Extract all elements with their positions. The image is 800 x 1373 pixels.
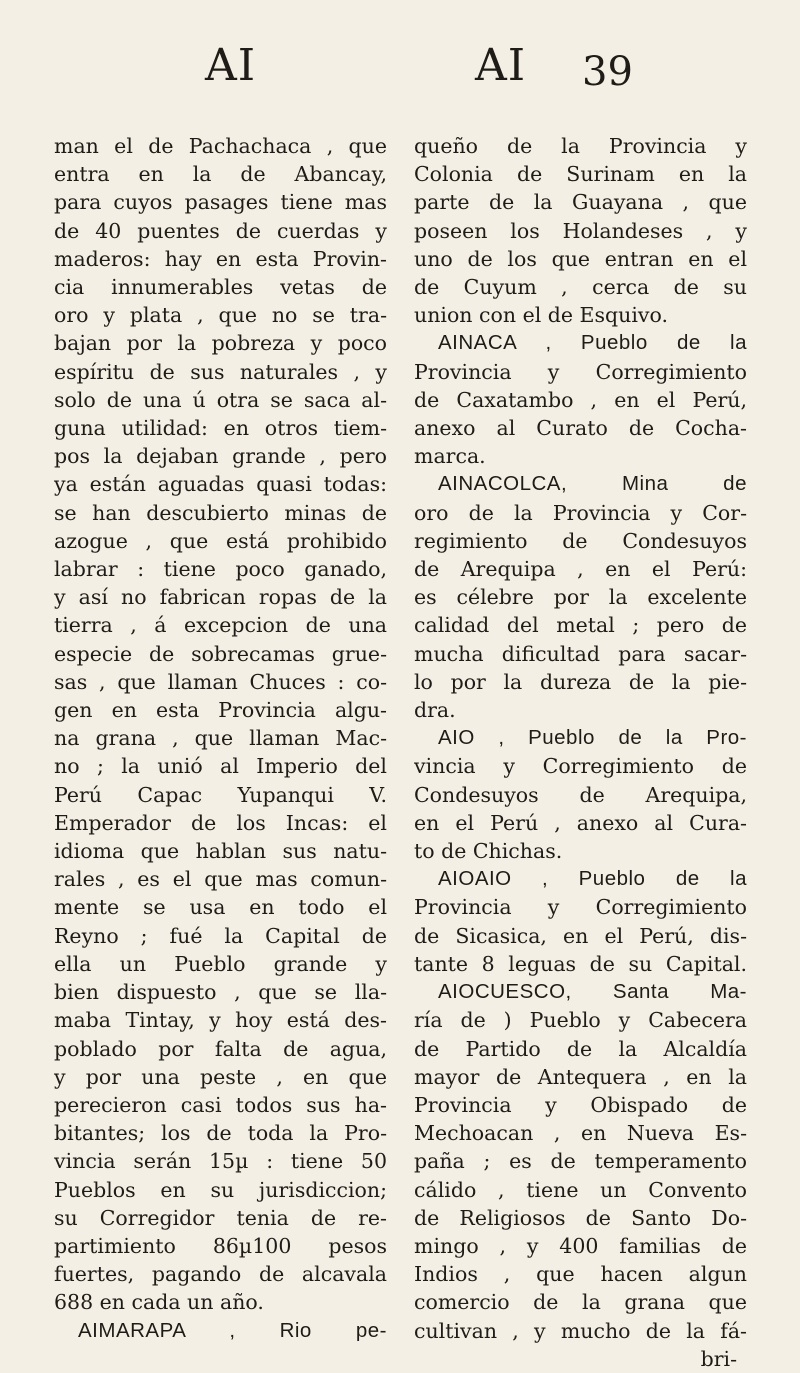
entry-headword-line: AIOCUESCO, Santa Ma-	[438, 980, 747, 1004]
right-running-head: AI	[475, 40, 527, 91]
text-line: na grana , que llaman Mac-	[54, 726, 387, 751]
text-line: cia innumerables vetas de	[54, 275, 387, 300]
text-line: mente se usa en todo el	[54, 895, 387, 920]
text-line: y por una peste , en que	[54, 1064, 387, 1089]
text-line: entra en la de Abancay,	[54, 162, 387, 187]
text-line: de Sicasica, en el Perú, dis-	[414, 923, 747, 948]
text-line: su Corregidor tenia de re-	[54, 1205, 387, 1230]
text-line: man el de Pachachaca , que	[54, 134, 387, 158]
text-line: union con el de Esquivo.	[414, 303, 668, 328]
text-line: espíritu de sus naturales , y	[54, 359, 387, 384]
text-line: ella un Pueblo grande y	[54, 951, 387, 976]
text-line: labrar : tiene poco ganado,	[54, 557, 387, 582]
text-line: queño de la Provincia y	[414, 134, 747, 158]
text-line: se han descubierto minas de	[54, 500, 387, 525]
text-line: mayor de Antequera , en la	[414, 1064, 747, 1089]
text-line: oro de la Provincia y Cor-	[414, 500, 747, 525]
text-line: calidad del metal ; pero de	[414, 613, 747, 638]
catchword: bri-	[700, 1346, 737, 1371]
text-line: en el Perú , anexo al Cura-	[414, 810, 747, 835]
text-line: maderos: hay en esta Provin-	[54, 246, 387, 271]
text-line: bitantes; los de toda la Pro-	[54, 1121, 387, 1146]
page-header	[0, 40, 800, 104]
text-line: ya están aguadas quasi todas:	[54, 472, 387, 497]
text-line: vincia serán 15µ : tiene 50	[54, 1149, 387, 1174]
text-line: parte de la Guayana , que	[414, 190, 747, 215]
entry-headword-line: AIMARAPA , Rio pe-	[78, 1318, 387, 1342]
text-line: rales , es el que mas comun-	[54, 867, 387, 892]
text-line: no ; la unió al Imperio del	[54, 754, 387, 779]
text-line: oro y plata , que no se tra-	[54, 303, 387, 328]
text-line: azogue , que está prohibido	[54, 528, 387, 553]
text-line: paña ; es de temperamento	[414, 1149, 747, 1174]
text-line: mucha dificultad para sacar-	[414, 641, 747, 666]
text-line: cultivan , y mucho de la fá-	[414, 1318, 747, 1343]
text-line: comercio de la grana que	[414, 1290, 747, 1315]
text-line: Reyno ; fué la Capital de	[54, 923, 387, 948]
text-line: especie de sobrecamas grue-	[54, 641, 387, 666]
text-line: poblado por falta de agua,	[54, 1036, 387, 1061]
text-line: guna utilidad: en otros tiem-	[54, 416, 387, 441]
text-line: anexo al Curato de Cocha-	[414, 416, 747, 441]
text-line: Perú Capac Yupanqui V.	[54, 782, 387, 807]
left-column	[54, 132, 387, 1345]
text-line: Provincia y Obispado de	[414, 1092, 747, 1117]
text-line: de Caxatambo , en el Perú,	[414, 387, 747, 412]
text-line: mingo , y 400 familias de	[414, 1233, 747, 1258]
text-line: regimiento de Condesuyos	[414, 528, 747, 553]
text-line: pos la dejaban grande , pero	[54, 444, 387, 469]
text-line: Colonia de Surinam en la	[414, 162, 747, 187]
text-line: lo por la dureza de la pie-	[414, 669, 747, 694]
text-line: poseen los Holandeses , y	[414, 218, 747, 243]
text-line: es célebre por la excelente	[414, 585, 747, 610]
text-line: de Cuyum , cerca de su	[414, 275, 747, 300]
text-line: Provincia y Corregimiento	[414, 895, 747, 920]
text-line: marca.	[414, 444, 486, 469]
text-line: uno de los que entran en el	[414, 246, 747, 271]
text-line: Indios , que hacen algun	[414, 1262, 747, 1287]
text-line: gen en esta Provincia algu-	[54, 698, 387, 723]
text-line: de Partido de la Alcaldía	[414, 1036, 747, 1061]
entry-headword-line: AINACOLCA, Mina de	[438, 472, 747, 496]
text-line: cálido , tiene un Convento	[414, 1177, 747, 1202]
text-line: idioma que hablan sus natu-	[54, 839, 387, 864]
text-line: vincia y Corregimiento de	[414, 754, 747, 779]
text-line: Mechoacan , en Nueva Es-	[414, 1121, 747, 1146]
text-line: fuertes, pagando de alcavala	[54, 1262, 387, 1287]
text-line: de Religiosos de Santo Do-	[414, 1205, 747, 1230]
text-line: bien dispuesto , que se lla-	[54, 980, 387, 1005]
right-column	[414, 132, 747, 1373]
text-line: 688 en cada un año.	[54, 1290, 264, 1315]
text-line: para cuyos pasages tiene mas	[54, 190, 387, 215]
text-line: ría de ) Pueblo y Cabecera	[414, 1008, 747, 1033]
left-running-head: AI	[205, 40, 257, 91]
text-line: sas , que llaman Chuces : co-	[54, 669, 387, 694]
text-line: bajan por la pobreza y poco	[54, 331, 387, 356]
text-line: de 40 puentes de cuerdas y	[54, 218, 387, 243]
text-line: Pueblos en su jurisdiccion;	[54, 1177, 387, 1202]
text-line: solo de una ú otra se saca al-	[54, 387, 387, 412]
text-line: tante 8 leguas de su Capital.	[414, 951, 747, 976]
text-line: dra.	[414, 698, 456, 723]
text-line: Provincia y Corregimiento	[414, 359, 747, 384]
text-line: Emperador de los Incas: el	[54, 810, 387, 835]
text-line: de Arequipa , en el Perú:	[414, 557, 747, 582]
entry-headword-line: AINACA , Pueblo de la	[438, 331, 747, 355]
entry-headword-line: AIOAIO , Pueblo de la	[438, 867, 747, 891]
text-line: partimiento 86µ100 pesos	[54, 1233, 387, 1258]
text-line: tierra , á excepcion de una	[54, 613, 387, 638]
text-line: perecieron casi todos sus ha-	[54, 1092, 387, 1117]
entry-headword-line: AIO , Pueblo de la Pro-	[438, 726, 747, 750]
text-line: Condesuyos de Arequipa,	[414, 782, 747, 807]
text-line: to de Chichas.	[414, 839, 563, 864]
text-line: maba Tintay, y hoy está des-	[54, 1008, 387, 1033]
page-number: 39	[582, 49, 633, 95]
text-line: y así no fabrican ropas de la	[54, 585, 387, 610]
